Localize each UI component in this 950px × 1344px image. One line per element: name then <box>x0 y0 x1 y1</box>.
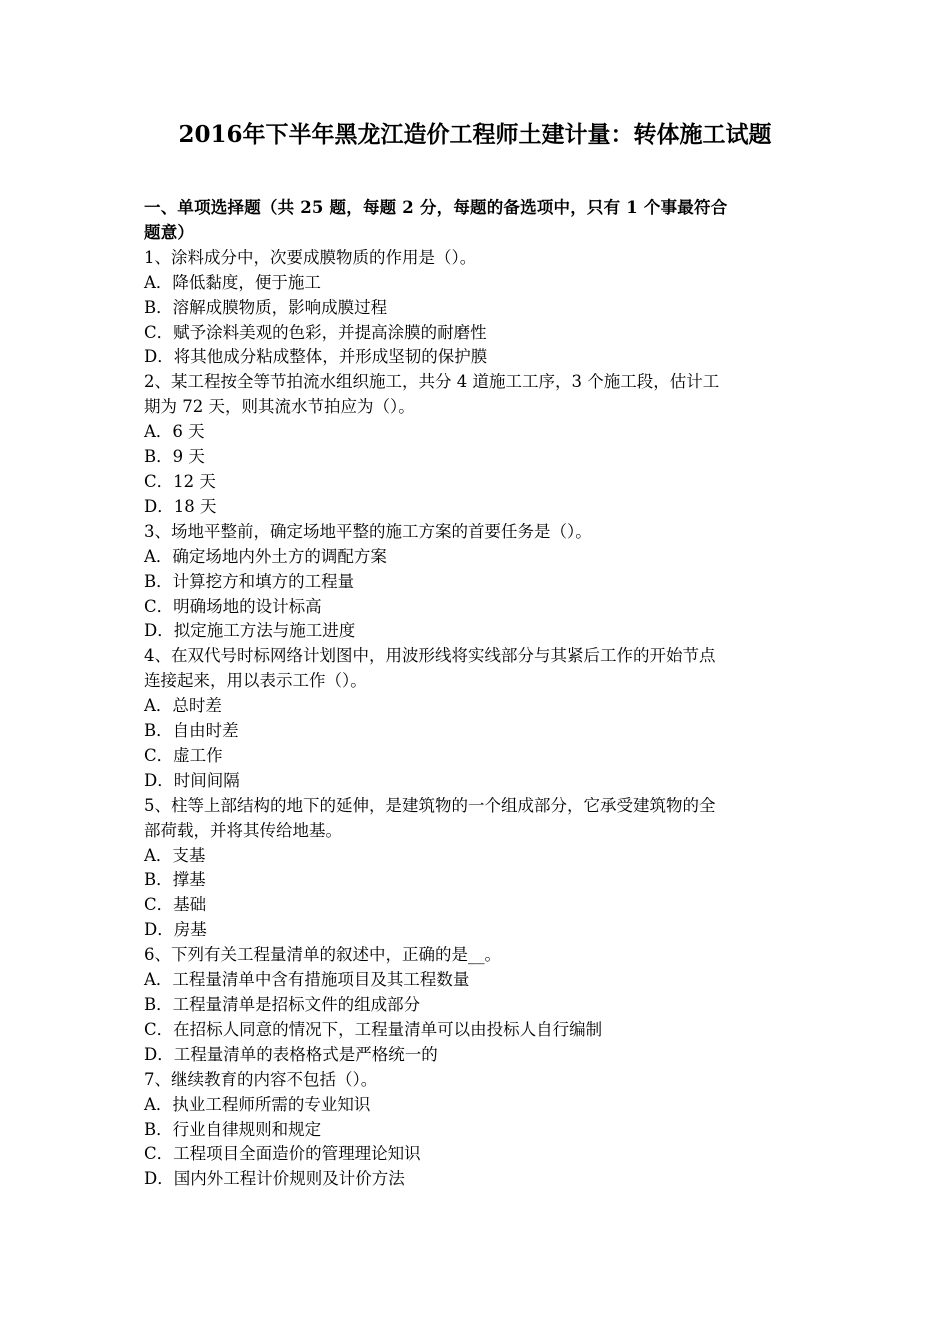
document-body <box>144 196 808 1192</box>
option-c: C．虚工作 <box>144 745 223 765</box>
option-a: A．确定场地内外土方的调配方案 <box>144 546 387 566</box>
option-c: C．明确场地的设计标高 <box>144 596 322 616</box>
option-a: A．执业工程师所需的专业知识 <box>144 1094 371 1114</box>
question-stem-continued: 连接起来，用以表示工作（）。 <box>144 671 367 691</box>
option-c: C．赋予涂料美观的色彩，并提高涂膜的耐磨性 <box>144 322 487 342</box>
option-d: D．18 天 <box>144 496 217 516</box>
question-1 <box>144 246 808 371</box>
question-stem: 5、柱等上部结构的地下的延伸，是建筑物的一个组成部分，它承受建筑物的全 <box>144 795 716 815</box>
option-d: D．时间间隔 <box>144 770 240 790</box>
option-d: D．工程量清单的表格格式是严格统一的 <box>144 1044 438 1064</box>
question-2 <box>144 370 808 519</box>
question-4 <box>144 644 808 793</box>
option-c: C．12 天 <box>144 471 216 491</box>
option-b: B．计算挖方和填方的工程量 <box>144 571 355 591</box>
option-c: C．在招标人同意的情况下，工程量清单可以由投标人自行编制 <box>144 1019 603 1039</box>
question-stem-continued: 期为 72 天，则其流水节拍应为（）。 <box>144 397 415 417</box>
option-b: B．溶解成膜物质，影响成膜过程 <box>144 297 388 317</box>
question-7 <box>144 1068 808 1193</box>
question-5 <box>144 794 808 943</box>
option-d: D．拟定施工方法与施工进度 <box>144 621 356 641</box>
question-stem: 7、继续教育的内容不包括（）。 <box>144 1069 378 1089</box>
option-c: C．基础 <box>144 895 207 915</box>
option-b: B．工程量清单是招标文件的组成部分 <box>144 995 421 1014</box>
section-heading: 一、单项选择题（共 25 题，每题 2 分，每题的备选项中，只有 1 个事最符合 <box>144 198 728 217</box>
option-d: D．房基 <box>144 920 207 940</box>
option-a: A．降低黏度，便于施工 <box>144 272 321 292</box>
question-stem: 1、涂料成分中，次要成膜物质的作用是（）。 <box>144 247 477 267</box>
section-heading-continued: 题意） <box>144 222 195 242</box>
question-stem: 3、场地平整前，确定场地平整的施工方案的首要任务是（）。 <box>144 521 592 541</box>
option-c: C．工程项目全面造价的管理理论知识 <box>144 1144 421 1164</box>
option-a: A．总时差 <box>144 696 222 716</box>
option-b: B．自由时差 <box>144 721 239 741</box>
option-b: B．9 天 <box>144 447 205 467</box>
option-b: B．行业自律规则和规定 <box>144 1119 322 1139</box>
option-d: D．将其他成分粘成整体，并形成坚韧的保护膜 <box>144 347 488 367</box>
question-stem: 6、下列有关工程量清单的叙述中，正确的是__。 <box>144 945 501 965</box>
option-a: A．工程量清单中含有措施项目及其工程数量 <box>144 970 470 990</box>
question-stem: 4、在双代号时标网络计划图中，用波形线将实线部分与其紧后工作的开始节点 <box>144 646 716 666</box>
option-a: A．支基 <box>144 845 206 865</box>
question-stem: 2、某工程按全等节拍流水组织施工，共分 4 道施工工序，3 个施工段，估计工 <box>144 372 720 392</box>
option-a: A．6 天 <box>144 422 205 442</box>
option-b: B．撑基 <box>144 870 206 890</box>
option-d: D．国内外工程计价规则及计价方法 <box>144 1169 405 1189</box>
document-title: 2016年下半年黑龙江造价工程师土建计量：转体施工试题 <box>178 121 772 148</box>
question-3 <box>144 520 808 645</box>
question-6 <box>144 943 808 1068</box>
question-stem-continued: 部荷载，并将其传给地基。 <box>144 820 342 840</box>
